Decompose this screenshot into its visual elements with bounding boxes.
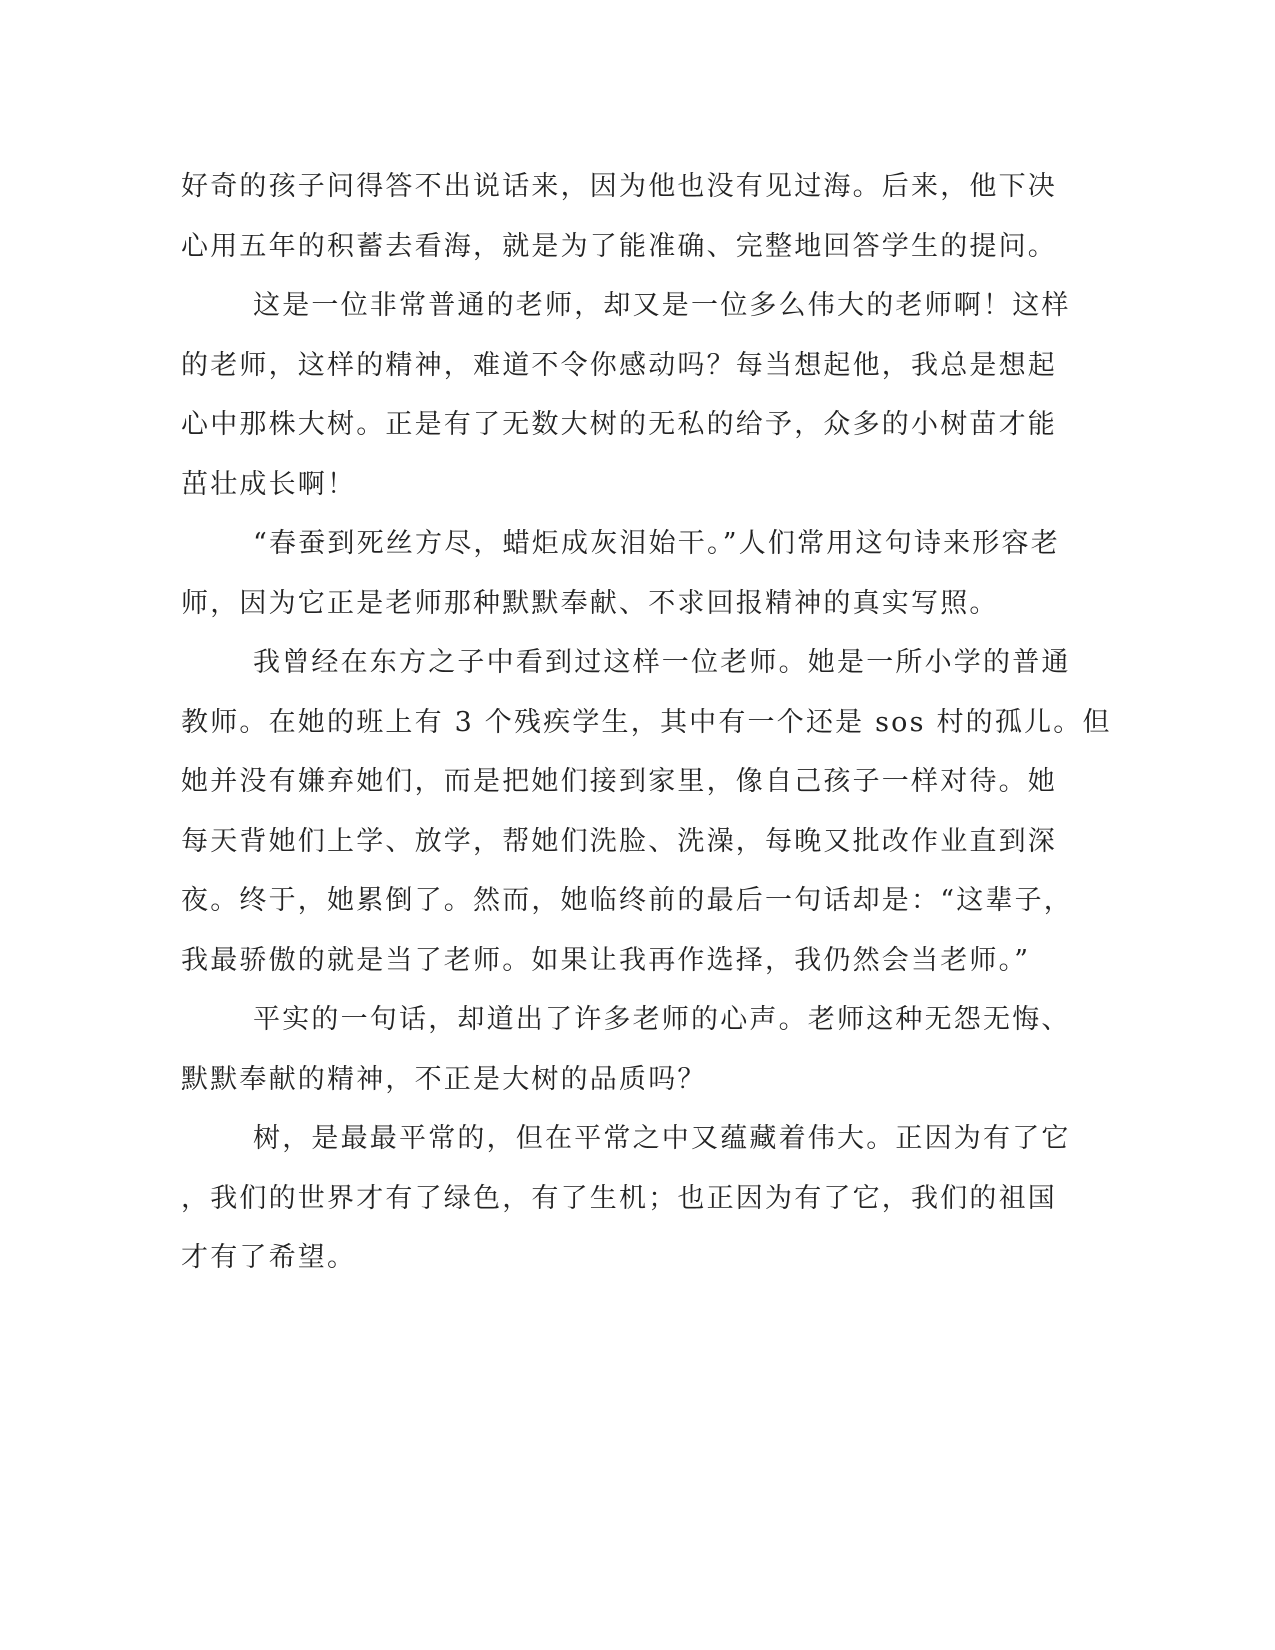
paragraph-start-line: “春蚕到死丝方尽，蜡炬成灰泪始干。”人们常用这句诗来形容老: [253, 528, 1060, 559]
text-line: 她并没有嫌弃她们，而是把她们接到家里，像自己孩子一样对待。她: [181, 766, 1057, 797]
text-line: 师，因为它正是老师那种默默奉献、不求回报精神的真实写照。: [181, 587, 999, 619]
text-line: 心用五年的积蓄去看海，就是为了能准确、完整地回答学生的提问。: [181, 230, 1057, 262]
paragraph-start-line: 这是一位非常普通的老师，却又是一位多么伟大的老师啊！这样: [253, 290, 1071, 321]
text-line: 好奇的孩子问得答不出说话来，因为他也没有见过海。后来，他下决: [181, 171, 1057, 202]
text-line: 心中那株大树。正是有了无数大树的无私的给予，众多的小树苗才能: [181, 409, 1057, 440]
text-line: 的老师，这样的精神，难道不令你感动吗？每当想起他，我总是想起: [181, 349, 1057, 381]
text-line: 我最骄傲的就是当了老师。如果让我再作选择，我仍然会当老师。”: [181, 944, 1031, 976]
text-line: ，我们的世界才有了绿色，有了生机；也正因为有了它，我们的祖国: [181, 1182, 1057, 1214]
text-line: 茁壮成长啊！: [181, 468, 357, 500]
paragraph-start-line: 我曾经在东方之子中看到过这样一位老师。她是一所小学的普通: [253, 647, 1071, 678]
text-line: 才有了希望。: [181, 1242, 357, 1273]
text-line: 默默奉献的精神，不正是大树的品质吗？: [181, 1063, 707, 1095]
paragraph-start-line: 树，是最最平常的，但在平常之中又蕴藏着伟大。正因为有了它: [253, 1123, 1071, 1154]
text-line: 每天背她们上学、放学，帮她们洗脸、洗澡，每晚又批改作业直到深: [181, 825, 1057, 857]
text-line: 夜。终于，她累倒了。然而，她临终前的最后一句话却是：“这辈子，: [181, 885, 1074, 916]
document-body: [181, 157, 1112, 1288]
paragraph-start-line: 平实的一句话，却道出了许多老师的心声。老师这种无怨无悔、: [253, 1004, 1071, 1035]
text-line: 教师。在她的班上有 3 个残疾学生，其中有一个还是 sos 村的孤儿。但: [181, 706, 1112, 738]
